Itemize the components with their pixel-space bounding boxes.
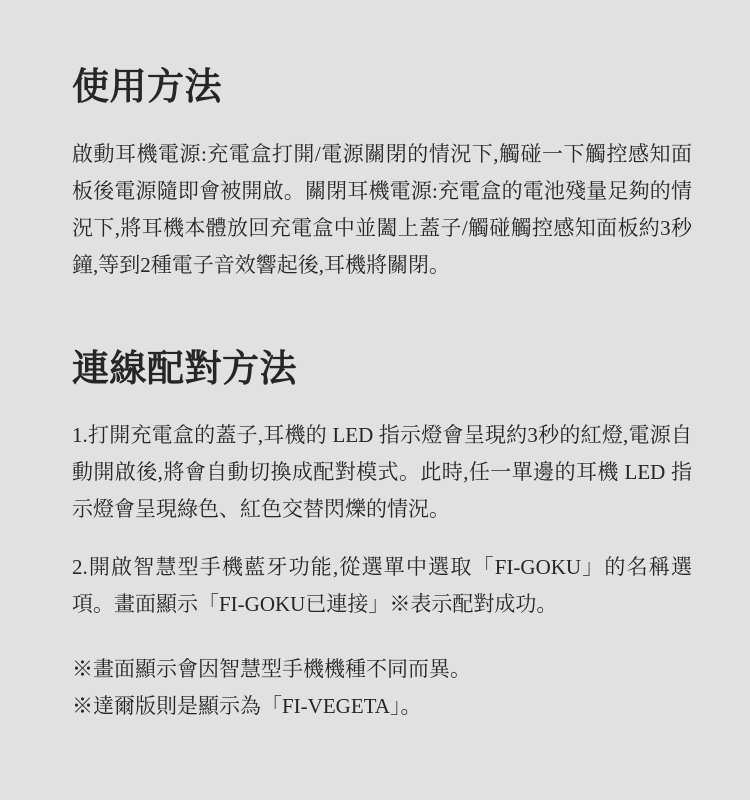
section-usage [72, 64, 692, 284]
usage-paragraph: 啟動耳機電源:充電盒打開/電源關閉的情況下,觸碰一下觸控感知面板後電源隨即會被開啟。關閉耳機電源:充電盒的電池殘量足夠的情況下,將耳機本體放回充電盒中並闔上蓋子/觸碰觸控感知面板約3秒鐘,等到2種電子音效響起後,耳機將關閉。 [72, 142, 692, 277]
pairing-notes [72, 651, 692, 725]
note-vegeta-version: ※達爾版則是顯示為「FI-VEGETA」。 [72, 694, 422, 718]
pairing-step-2: 2.開啟智慧型手機藍牙功能,從選單中選取「FI-GOKU」的名稱選項。畫面顯示「FI-GOKU已連接」※表示配對成功。 [72, 555, 692, 616]
section-pairing [72, 346, 692, 725]
note-screen-display: ※畫面顯示會因智慧型手機機種不同而異。 [72, 657, 471, 681]
pairing-step-1: 1.打開充電盒的蓋子,耳機的 LED 指示燈會呈現約3秒的紅燈,電源自動開啟後,將會自動切換成配對模式。此時,任一單邊的耳機 LED 指示燈會呈現綠色、紅色交替閃爍的情況。 [72, 423, 692, 521]
usage-heading: 使用方法 [72, 67, 222, 108]
pairing-heading: 連線配對方法 [72, 349, 297, 390]
